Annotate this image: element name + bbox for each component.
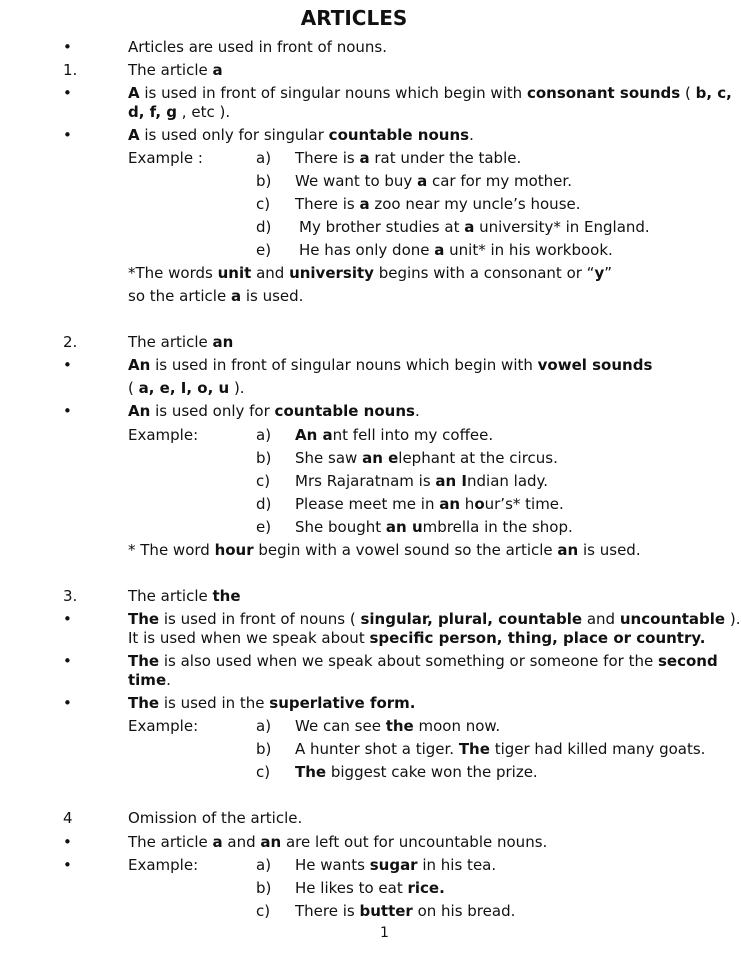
- text-run: zoo near my uncle’s house.: [369, 195, 581, 213]
- text-run: He likes to eat: [295, 879, 408, 897]
- bold-text: The: [128, 652, 160, 670]
- text-line: [295, 195, 581, 214]
- text-run: d): [256, 495, 272, 513]
- text-run: Please meet me in: [295, 495, 440, 513]
- text-run: Example:: [128, 717, 199, 735]
- bold-text: d, f, g: [128, 103, 178, 121]
- text-run: , etc ).: [177, 103, 231, 121]
- text-line: [128, 629, 705, 648]
- text-line: [295, 472, 548, 491]
- text-line: [63, 587, 77, 606]
- text-run: b): [256, 172, 272, 190]
- text-run: c): [256, 902, 271, 920]
- text-run: The article: [128, 61, 213, 79]
- text-run: •: [63, 856, 72, 874]
- bold-text: butter: [359, 902, 413, 920]
- text-run: *The words: [128, 264, 218, 282]
- bold-text: countable nouns: [274, 402, 415, 420]
- text-run: (: [680, 84, 696, 102]
- bold-text: the: [212, 587, 241, 605]
- bold-text: An: [128, 356, 151, 374]
- text-run: Example:: [128, 426, 199, 444]
- bold-text: The: [128, 610, 160, 628]
- bold-text: an I: [435, 472, 468, 490]
- text-run: car for my mother.: [427, 172, 572, 190]
- bold-text: A: [128, 126, 140, 144]
- text-line: [299, 218, 650, 237]
- text-line: [128, 103, 230, 122]
- text-run: We want to buy: [295, 172, 418, 190]
- bold-text: a: [212, 833, 223, 851]
- text-run: moon now.: [413, 717, 501, 735]
- text-line: [128, 610, 741, 629]
- bold-text: consonant sounds: [526, 84, 681, 102]
- text-line: [63, 652, 72, 671]
- bold-text: The: [295, 763, 327, 781]
- text-run: There is: [295, 195, 360, 213]
- bold-text: an: [557, 541, 579, 559]
- text-line: [256, 740, 271, 759]
- text-run: b): [256, 449, 272, 467]
- text-run: c): [256, 195, 271, 213]
- text-run: He has only done: [299, 241, 435, 259]
- text-run: d): [256, 218, 272, 236]
- text-line: [128, 356, 652, 375]
- text-line: [128, 587, 241, 606]
- text-run: b): [256, 879, 272, 897]
- text-run: •: [63, 610, 72, 628]
- text-line: [63, 333, 77, 352]
- text-line: [256, 717, 271, 736]
- bold-text: a, e, I, o, u: [138, 379, 230, 397]
- text-line: [295, 879, 445, 898]
- text-line: [256, 902, 270, 921]
- text-run: •: [63, 126, 72, 144]
- text-line: [63, 126, 72, 145]
- text-line: [295, 740, 705, 759]
- text-run: ).: [229, 379, 245, 397]
- text-run: She saw: [295, 449, 363, 467]
- text-line: [128, 287, 303, 306]
- text-line: [295, 149, 521, 168]
- bold-text: b, c,: [695, 84, 732, 102]
- text-run: a): [256, 717, 272, 735]
- text-run: •: [63, 694, 72, 712]
- text-line: [63, 38, 72, 57]
- text-line: [256, 518, 271, 537]
- text-run: university* in England.: [474, 218, 650, 236]
- bold-text: the: [385, 717, 414, 735]
- text-line: [295, 495, 564, 514]
- text-run: 4: [63, 809, 73, 827]
- page-number: 1: [380, 925, 389, 941]
- text-run: •: [63, 356, 72, 374]
- text-line: [256, 241, 271, 260]
- text-run: ).: [725, 610, 741, 628]
- text-run: We can see: [295, 717, 386, 735]
- bold-text: An: [128, 402, 151, 420]
- text-line: [256, 763, 270, 782]
- text-run: biggest cake won the prize.: [326, 763, 538, 781]
- text-run: ur’s* time.: [484, 495, 564, 513]
- text-line: [63, 84, 72, 103]
- text-run: The article: [128, 833, 213, 851]
- bold-text: A: [128, 84, 140, 102]
- text-run: ndian lady.: [467, 472, 549, 490]
- text-run: are left out for uncountable nouns.: [281, 833, 548, 851]
- text-line: [256, 495, 271, 514]
- text-run: mbrella in the shop.: [422, 518, 573, 536]
- bold-text: an: [439, 495, 461, 513]
- text-run: and: [582, 610, 620, 628]
- text-line: [295, 518, 573, 537]
- text-run: nt fell into my coffee.: [332, 426, 494, 444]
- text-line: [256, 195, 270, 214]
- text-line: [63, 610, 72, 629]
- text-line: [128, 694, 416, 713]
- text-run: e): [256, 241, 272, 259]
- text-run: a): [256, 426, 272, 444]
- text-run: •: [63, 652, 72, 670]
- text-run: is used only for: [150, 402, 275, 420]
- text-run: There is: [295, 149, 360, 167]
- text-run: is used.: [241, 287, 304, 305]
- text-run: The article: [128, 587, 213, 605]
- text-run: is used in front of nouns (: [159, 610, 361, 628]
- bold-text: an u: [385, 518, 423, 536]
- text-run: My brother studies at: [299, 218, 465, 236]
- bold-text: specific person, thing, place or country.: [369, 629, 706, 647]
- text-line: [295, 449, 558, 468]
- text-run: a): [256, 856, 272, 874]
- text-line: [256, 472, 270, 491]
- bold-text: An a: [295, 426, 333, 444]
- text-run: ”: [604, 264, 613, 282]
- text-run: is used.: [578, 541, 641, 559]
- text-run: unit* in his workbook.: [444, 241, 613, 259]
- text-run: •: [63, 84, 72, 102]
- text-line: [128, 652, 718, 671]
- page-title: ARTICLES: [300, 6, 408, 30]
- text-line: [295, 856, 496, 875]
- text-line: [63, 856, 72, 875]
- text-line: [128, 126, 474, 145]
- text-run: She bought: [295, 518, 386, 536]
- bold-text: university: [289, 264, 374, 282]
- bold-text: an: [260, 833, 282, 851]
- text-line: [128, 856, 198, 875]
- text-line: [256, 426, 271, 445]
- text-run: and: [222, 833, 261, 851]
- text-run: He wants: [295, 856, 370, 874]
- bold-text: superlative form.: [269, 694, 416, 712]
- text-run: begins with a consonant or “: [373, 264, 595, 282]
- text-run: b): [256, 740, 272, 758]
- bold-text: unit: [217, 264, 252, 282]
- text-run: on his bread.: [412, 902, 516, 920]
- text-line: [128, 809, 302, 828]
- bold-text: a: [464, 218, 475, 236]
- bold-text: a: [359, 195, 370, 213]
- text-run: .: [166, 671, 171, 689]
- bold-text: countable nouns: [328, 126, 470, 144]
- text-run: •: [63, 833, 72, 851]
- text-run: is used in the: [159, 694, 270, 712]
- text-line: [128, 61, 223, 80]
- text-run: Mrs Rajaratnam is: [295, 472, 436, 490]
- text-run: and: [251, 264, 290, 282]
- text-line: [256, 149, 271, 168]
- text-run: in his tea.: [417, 856, 497, 874]
- text-line: [256, 172, 271, 191]
- bold-text: rice.: [407, 879, 445, 897]
- bold-text: uncountable: [619, 610, 726, 628]
- text-line: [295, 902, 515, 921]
- text-line: [128, 717, 198, 736]
- bold-text: o: [474, 495, 485, 513]
- text-line: [128, 671, 171, 690]
- text-line: [256, 449, 271, 468]
- text-run: There is: [295, 902, 360, 920]
- text-run: A hunter shot a tiger.: [295, 740, 459, 758]
- text-run: a): [256, 149, 272, 167]
- text-run: e): [256, 518, 272, 536]
- text-run: tiger had killed many goats.: [489, 740, 706, 758]
- bold-text: a: [434, 241, 445, 259]
- text-run: 3.: [63, 587, 78, 605]
- text-line: [128, 84, 732, 103]
- bold-text: a: [230, 287, 242, 305]
- bold-text: vowel sounds: [537, 356, 653, 374]
- text-run: c): [256, 763, 271, 781]
- text-run: Example:: [128, 856, 199, 874]
- bold-text: singular, plural, countable: [360, 610, 583, 628]
- text-line: [295, 426, 493, 445]
- text-run: is also used when we speak about something or someone for the: [159, 652, 658, 670]
- text-run: so the article: [128, 287, 231, 305]
- text-run: is used only for singular: [139, 126, 329, 144]
- text-line: [256, 856, 271, 875]
- text-line: [128, 379, 245, 398]
- bold-text: y: [594, 264, 605, 282]
- text-run: .: [469, 126, 474, 144]
- text-run: h: [460, 495, 475, 513]
- text-line: [295, 763, 538, 782]
- bold-text: a: [417, 172, 428, 190]
- bold-text: sugar: [369, 856, 418, 874]
- text-run: is used in front of singular nouns which begin with: [150, 356, 538, 374]
- text-run: * The word: [128, 541, 215, 559]
- text-run: It is used when we speak about: [128, 629, 370, 647]
- text-run: rat under the table.: [369, 149, 522, 167]
- text-run: Example :: [128, 149, 203, 167]
- text-line: [63, 809, 73, 828]
- text-line: [128, 833, 547, 852]
- bold-text: a: [359, 149, 370, 167]
- text-run: •: [63, 402, 72, 420]
- text-line: [256, 879, 271, 898]
- bold-text: hour: [214, 541, 254, 559]
- text-line: [63, 356, 72, 375]
- text-run: .: [414, 402, 420, 420]
- bold-text: an: [212, 333, 234, 351]
- text-run: lephant at the circus.: [398, 449, 558, 467]
- text-run: 2.: [63, 333, 78, 351]
- text-line: [128, 38, 387, 57]
- text-run: begin with a vowel sound so the article: [253, 541, 558, 559]
- text-line: [128, 264, 612, 283]
- text-line: [128, 402, 420, 421]
- text-line: [128, 541, 641, 560]
- bold-text: an e: [362, 449, 399, 467]
- text-run: c): [256, 472, 271, 490]
- text-run: The article: [128, 333, 213, 351]
- text-line: [128, 149, 203, 168]
- text-line: [63, 833, 72, 852]
- text-line: [63, 694, 72, 713]
- text-run: is used in front of singular nouns which begin with: [139, 84, 527, 102]
- bold-text: The: [128, 694, 160, 712]
- bold-text: second: [657, 652, 718, 670]
- text-line: [256, 218, 271, 237]
- text-line: [299, 241, 613, 260]
- bold-text: time: [128, 671, 167, 689]
- bold-text: The: [458, 740, 490, 758]
- text-run: Omission of the article.: [128, 809, 303, 827]
- text-line: [295, 717, 500, 736]
- text-run: (: [128, 379, 139, 397]
- text-run: Articles are used in front of nouns.: [128, 38, 387, 56]
- text-run: •: [63, 38, 72, 56]
- text-line: [63, 402, 72, 421]
- text-run: 1.: [63, 61, 78, 79]
- text-line: [63, 61, 77, 80]
- text-line: [128, 426, 198, 445]
- text-line: [128, 333, 233, 352]
- text-line: [295, 172, 572, 191]
- bold-text: a: [212, 61, 223, 79]
